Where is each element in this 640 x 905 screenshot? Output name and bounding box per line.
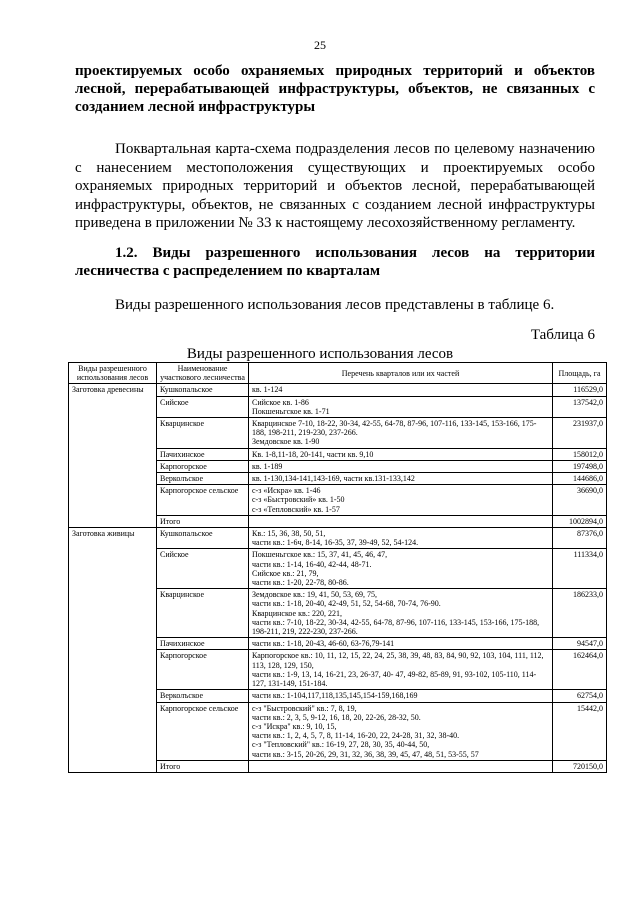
district-cell: Итого <box>157 515 249 527</box>
blocks-cell <box>249 528 553 549</box>
district-cell: Карпогорское <box>157 650 249 690</box>
blocks-line: части кв.: 1-20, 22-78, 80-86. <box>252 578 349 588</box>
page-number: 25 <box>314 38 326 52</box>
blocks-cell <box>249 589 553 638</box>
district-cell: Верколъское <box>157 690 249 702</box>
blocks-line: Сийское кв. 1-86 <box>252 397 309 407</box>
blocks-line: части кв.: 7-10, 18-22, 30-34, 42-55, 64-78, 87-96, 107-116, 133-145, 153-166, 175-188, 198-211, 219, 222-230, 237-266. <box>252 617 540 637</box>
blocks-line: Карпогорское кв.: 10, 11, 12, 15, 22, 24, 25, 38, 39, 48, 83, 84, 90, 92, 103, 104, 111, 112, 113, 128, 129, 150, <box>252 651 544 670</box>
land-use-table <box>68 362 607 773</box>
blocks-line: кв. 1-130,134-141,143-169, части кв.131-133,142 <box>252 474 415 484</box>
header-area: Площадь, га <box>553 363 607 384</box>
area-cell: 231937,0 <box>553 418 607 449</box>
district-cell: Сийское <box>157 549 249 589</box>
blocks-line: части кв.: 2, 3, 5, 9-12, 16, 18, 20, 22-26, 28-32, 50. <box>252 712 421 722</box>
area-cell: 87376,0 <box>553 528 607 549</box>
blocks-line: части кв.: 1-14, 16-40, 42-44, 48-71. <box>252 559 372 569</box>
area-cell: 137542,0 <box>553 396 607 417</box>
blocks-line: с-з "Тепловский" кв.: 16-19, 27, 28, 30, 35, 40-44, 50, <box>252 740 430 750</box>
area-cell: 62754,0 <box>553 690 607 702</box>
blocks-cell <box>249 460 553 472</box>
section-paragraph: Виды разрешенного использования лесов представлены в таблице 6. <box>115 297 555 313</box>
table-body <box>69 384 607 773</box>
blocks-line: Сийское кв.: 21, 79, <box>252 568 319 578</box>
area-cell: 186233,0 <box>553 589 607 638</box>
blocks-cell <box>249 549 553 589</box>
table-label: Таблица 6 <box>530 327 595 343</box>
area-cell: 197498,0 <box>553 460 607 472</box>
blocks-cell <box>249 418 553 449</box>
area-cell: 116529,0 <box>553 384 607 396</box>
blocks-line: части кв.: 1-6ч, 8-14, 16-35, 37, 39-49, 52, 54-124. <box>252 538 419 548</box>
district-cell: Пачихинское <box>157 448 249 460</box>
blocks-line: Земдовское кв. 1-90 <box>252 437 320 447</box>
use-type-cell: Заготовка живицы <box>69 528 157 773</box>
area-cell: 111334,0 <box>553 549 607 589</box>
intro-heading: проектируемых особо охраняемых природных территорий и объектов лесной, перерабатывающей инфраструктуры, объектов, не связанных с созданием лесной инфраструктуры <box>75 63 595 115</box>
area-cell: 15442,0 <box>553 702 607 760</box>
blocks-line: Покшеньгское кв.: 15, 37, 41, 45, 46, 47, <box>252 550 388 560</box>
blocks-line: части кв.: 1-104,117,118,135,145,154-159,168,169 <box>252 691 418 701</box>
blocks-line: кв. 1-124 <box>252 385 283 395</box>
table-header-row <box>69 363 607 384</box>
district-cell: Карпогорское сельское <box>157 485 249 516</box>
table-row <box>69 528 607 549</box>
blocks-cell <box>249 485 553 516</box>
blocks-line: с-з «Тепловский» кв. 1-57 <box>252 504 340 514</box>
header-blocks: Перечень кварталов или их частей <box>249 363 553 384</box>
use-type-cell: Заготовка древесины <box>69 384 157 528</box>
district-cell: Верколъское <box>157 473 249 485</box>
area-cell: 144686,0 <box>553 473 607 485</box>
blocks-line: Кв.: 15, 36, 38, 50, 51, <box>252 529 326 539</box>
area-cell: 158012,0 <box>553 448 607 460</box>
blocks-cell <box>249 515 553 527</box>
blocks-line: с-з «Искра» кв. 1-46 <box>252 486 321 496</box>
blocks-line: Земдовское кв.: 19, 41, 50, 53, 69, 75, <box>252 590 377 600</box>
district-cell: Итого <box>157 760 249 772</box>
blocks-cell <box>249 638 553 650</box>
area-cell: 1002894,0 <box>553 515 607 527</box>
blocks-cell <box>249 384 553 396</box>
table-title: Виды разрешенного использования лесов <box>186 346 454 362</box>
district-cell: Сийское <box>157 396 249 417</box>
blocks-cell <box>249 760 553 772</box>
district-cell: Кварцинское <box>157 589 249 638</box>
intro-paragraph: Поквартальная карта-схема подразделения лесов по целевому назначению с нанесением местоположения существующих и проектируемых особо охраняемых природных территорий и объектов лесной, перерабатывающей инфраструктуры, объектов, не связанных с созданием лесной инфраструктуры приведена в приложении № 33 к настоящему лесохозяйственному регламенту. <box>75 141 595 231</box>
district-cell: Карпогорское <box>157 460 249 472</box>
district-cell: Кушкопальское <box>157 384 249 396</box>
blocks-line: части кв.: 1-9, 13, 14, 16-21, 23, 26-37, 40- 47, 49-82, 85-89, 91, 93-102, 105-110, 114-127, 131-149, 151-184. <box>252 669 537 689</box>
blocks-line: части кв.: 1-18, 20-43, 46-60, 63-76,79-141 <box>252 639 395 649</box>
blocks-line: с-з «Быстровский» кв. 1-50 <box>252 495 345 505</box>
district-cell: Карпогорское сельское <box>157 702 249 760</box>
blocks-cell <box>249 650 553 690</box>
blocks-line: кв. 1-189 <box>252 461 283 471</box>
blocks-cell <box>249 690 553 702</box>
blocks-cell <box>249 396 553 417</box>
area-cell: 36690,0 <box>553 485 607 516</box>
blocks-cell <box>249 473 553 485</box>
header-district: Наименование участкового лесничества <box>157 363 249 384</box>
district-cell: Кушкопальское <box>157 528 249 549</box>
table-row <box>69 384 607 396</box>
district-cell: Пачихинское <box>157 638 249 650</box>
blocks-line: Кварцинское 7-10, 18-22, 30-34, 42-55, 64-78, 87-96, 107-116, 133-145, 153-166, 175-188, 198-211, 219-230, 237-266. <box>252 419 537 438</box>
district-cell: Кварцинское <box>157 418 249 449</box>
blocks-cell <box>249 702 553 760</box>
blocks-line: с-з "Искра" кв.: 9, 10, 15, <box>252 721 337 731</box>
blocks-line: с-з "Быстровский" кв.: 7, 8, 19, <box>252 703 357 713</box>
blocks-line: Кварцинское кв.: 220, 221, <box>252 608 342 618</box>
blocks-line: части кв.: 3-15, 20-26, 29, 31, 32, 36, 38, 39, 45, 47, 48, 51, 53-55, 57 <box>252 749 479 759</box>
blocks-line: Кв. 1-8,11-18, 20-141, части кв. 9,10 <box>252 449 374 459</box>
blocks-line: части кв.: 1-18, 20-40, 42-49, 51, 52, 54-68, 70-74, 76-90. <box>252 599 441 609</box>
area-cell: 720150,0 <box>553 760 607 772</box>
blocks-line: части кв.: 1, 2, 4, 5, 7, 8, 11-14, 16-20, 22, 24-28, 31, 32, 38-40. <box>252 731 460 741</box>
section-heading: 1.2. Виды разрешенного использования лесов на территории лесничества с распределением по кварталам <box>75 245 595 279</box>
area-cell: 94547,0 <box>553 638 607 650</box>
blocks-cell <box>249 448 553 460</box>
header-use-type: Виды разрешенного использования лесов <box>69 363 157 384</box>
area-cell: 162464,0 <box>553 650 607 690</box>
blocks-line: Покшеньгское кв. 1-71 <box>252 406 330 416</box>
